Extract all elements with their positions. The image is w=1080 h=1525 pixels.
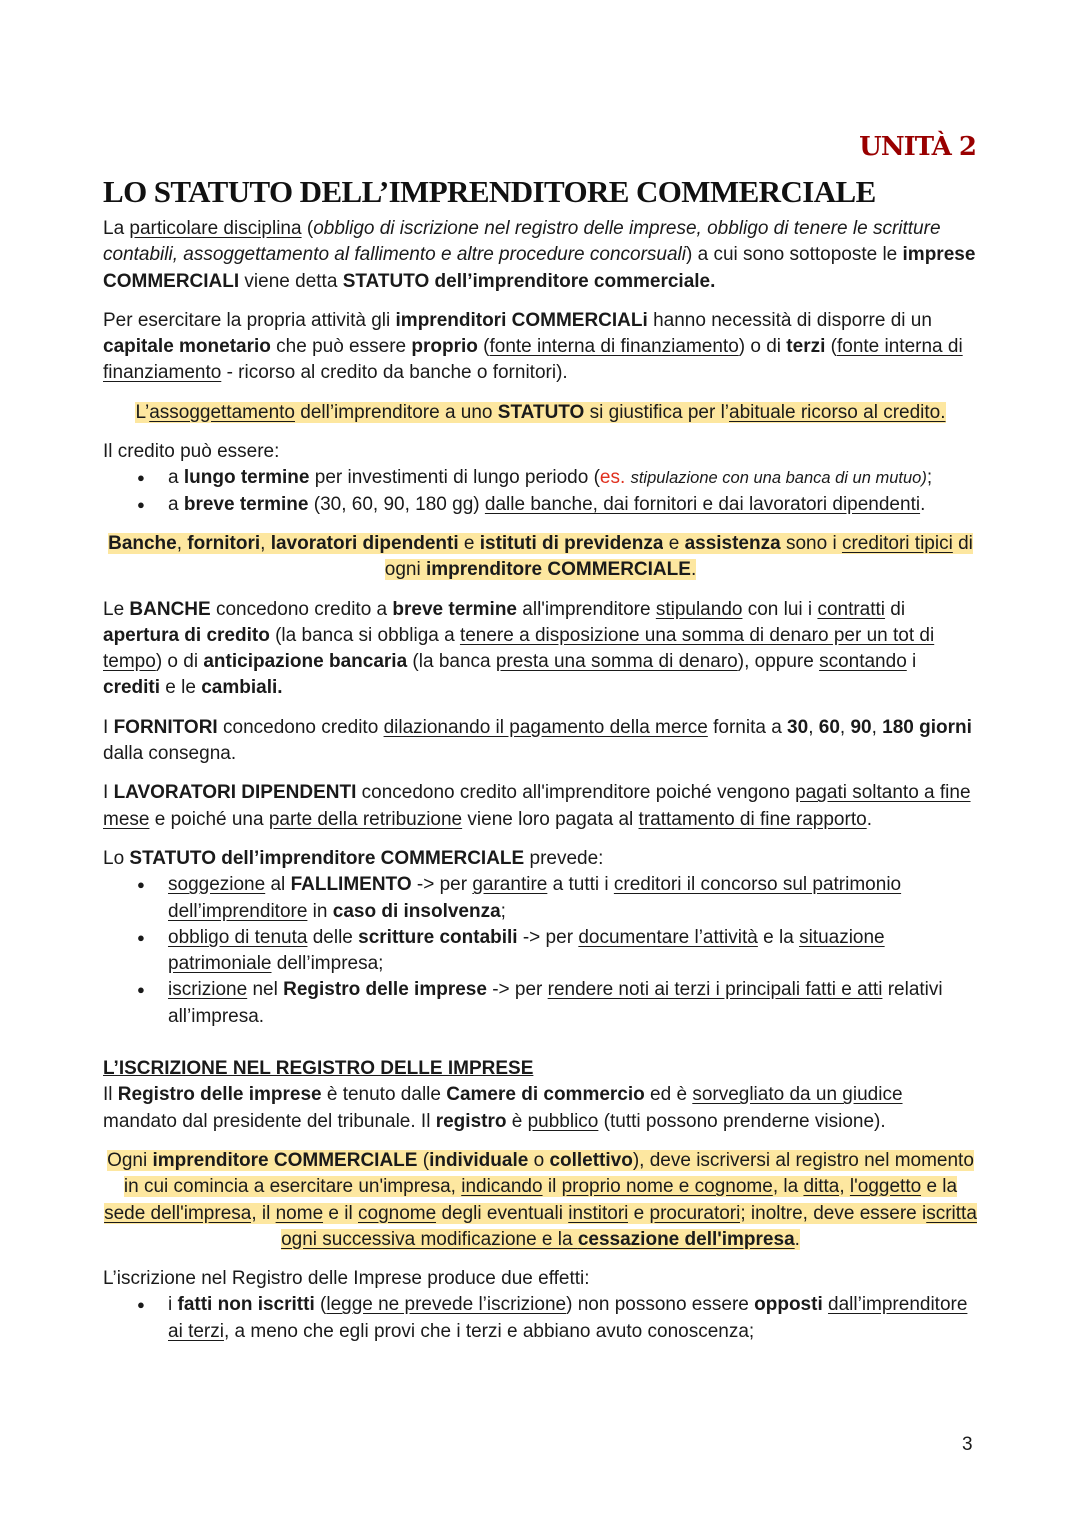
text-run: legge ne prevede l’iscrizione	[326, 1294, 567, 1316]
text-run: mandato dal presidente del tribunale. Il	[103, 1110, 436, 1132]
text-run: lungo termine	[183, 467, 310, 489]
text-run: concedono credito a	[210, 598, 393, 620]
text-run: cognome	[358, 1202, 437, 1224]
text-run: il	[542, 1176, 562, 1198]
text-run: ; inoltre, deve essere i	[740, 1202, 927, 1224]
document-body	[103, 216, 978, 1358]
text-run: Registro delle imprese	[117, 1084, 322, 1106]
text-run: collettivo	[549, 1149, 633, 1171]
text-run: L’	[135, 401, 150, 423]
text-run: relativi all’impresa.	[168, 979, 943, 1027]
text-run: istituti di previdenza	[479, 532, 664, 554]
text-run: è tenuto dalle	[321, 1084, 447, 1106]
text-run: dell’impresa;	[271, 953, 384, 975]
text-run: pagati soltanto a fine mese	[103, 782, 971, 830]
text-run: dall’imprenditore ai terzi	[168, 1294, 968, 1342]
text-run: breve termine	[183, 493, 309, 515]
text-run: (	[417, 1149, 430, 1171]
text-run: scritta ogni successiva modificazione e la	[281, 1202, 977, 1250]
text-run: dell’imprenditore a uno	[294, 401, 498, 423]
text-run: di ogni	[384, 532, 973, 581]
text-run: Camere di commercio	[446, 1084, 645, 1106]
text-run: hanno necessità di disporre di un	[647, 309, 932, 331]
text-run: fornitori	[187, 532, 261, 554]
text-run: scritture contabili	[358, 926, 518, 948]
text-run: stipulando	[655, 598, 743, 620]
text-run: proprio	[411, 336, 478, 358]
highlighted-paragraph	[103, 1148, 978, 1253]
text-run: cambiali.	[201, 677, 283, 699]
paragraph	[103, 308, 978, 387]
text-run: è	[506, 1110, 528, 1132]
text-run: La	[103, 218, 130, 239]
text-run: e poiché una	[149, 808, 269, 830]
text-run: ,	[808, 716, 819, 738]
text-run: nome	[275, 1202, 324, 1224]
text-run: .	[690, 559, 697, 581]
text-run: ) non possono essere	[566, 1294, 755, 1316]
text-run: imprenditore COMMERCIALE	[152, 1149, 418, 1171]
text-run: ;	[500, 900, 506, 922]
text-run: 60	[818, 716, 840, 738]
text-run: e	[663, 532, 685, 554]
list-item	[168, 872, 978, 925]
text-run: institori	[568, 1202, 629, 1224]
text-run: breve termine	[392, 598, 518, 620]
text-run: ) a cui sono sottoposte le	[686, 244, 903, 266]
text-run: STATUTO dell’imprenditore commerciale.	[342, 270, 716, 292]
text-run: Registro delle imprese	[283, 979, 487, 1001]
text-run: terzi	[786, 336, 826, 358]
text-run: obbligo di iscrizione nel registro delle imprese, obbligo di tenere le scritture contabili, assoggettamento al fallimento e altre procedure concorsuali	[103, 218, 941, 266]
section-heading	[103, 1056, 978, 1082]
text-run: concedono credito	[217, 716, 384, 738]
text-run: indicando	[461, 1176, 543, 1198]
text-run: ) o di	[738, 336, 787, 358]
text-run: o	[528, 1149, 550, 1171]
text-run: -> per	[411, 874, 473, 896]
text-run: rendere noti ai terzi i principali fatti e atti	[547, 979, 883, 1001]
text-run: fornita a	[707, 716, 788, 738]
list-item	[168, 977, 978, 1030]
text-run: soggezione	[168, 874, 266, 896]
text-run: abituale ricorso al credito.	[729, 401, 946, 423]
text-run: .	[794, 1228, 800, 1250]
text-run: ,	[839, 716, 851, 738]
text-run: in	[307, 900, 333, 922]
text-run: STATUTO	[497, 401, 585, 423]
text-run: , il	[251, 1202, 276, 1224]
text-run: si giustifica per l’	[584, 401, 730, 423]
text-run: dalla consegna.	[103, 743, 237, 765]
text-run: a tutti i	[547, 874, 614, 896]
list-item	[168, 492, 978, 518]
text-run: ,	[839, 1176, 850, 1198]
text-run: - ricorso al credito da banche o fornitori).	[221, 362, 568, 384]
text-run: parte della retribuzione	[268, 808, 463, 830]
text-run: Il credito può essere:	[103, 441, 280, 463]
page-number: 3	[962, 1434, 973, 1455]
text-run: prevede:	[524, 847, 604, 869]
text-run: creditori tipici	[841, 532, 953, 554]
text-run: FORNITORI	[113, 716, 218, 738]
text-run: ,	[871, 716, 883, 738]
text-run: trattamento di fine rapporto	[638, 808, 867, 830]
text-run: crediti	[103, 677, 161, 699]
text-run: capitale monetario	[103, 336, 271, 358]
text-run: I	[103, 782, 114, 804]
text-run: Ogni	[107, 1149, 153, 1171]
paragraph	[103, 439, 978, 465]
text-run: e	[628, 1202, 650, 1224]
text-run: (	[301, 218, 314, 239]
text-run: opposti	[754, 1294, 823, 1316]
text-run: al	[265, 874, 291, 896]
text-run: Lo	[103, 847, 130, 869]
text-run: (30, 60, 90, 180 gg)	[308, 493, 485, 515]
text-run: imprese COMMERCIALI	[103, 244, 976, 292]
text-run: fonte interna di finanziamento	[103, 336, 963, 384]
text-run: imprenditore COMMERCIALE	[425, 559, 691, 581]
text-run: 180	[882, 716, 914, 738]
text-run: documentare l’attività	[578, 926, 758, 948]
unit-label: UNITÀ 2	[859, 132, 976, 162]
text-run: iscrizione	[168, 979, 248, 1001]
paragraph	[103, 1082, 978, 1135]
paragraph	[103, 715, 978, 768]
text-run: scontando	[819, 651, 907, 673]
text-run: obbligo di tenuta	[168, 926, 308, 948]
text-run: , a meno che egli provi che i terzi e abbiano avuto conoscenza;	[223, 1320, 755, 1342]
paragraph	[103, 1266, 978, 1292]
text-run: (tutti possono prenderne visione).	[598, 1110, 886, 1132]
text-run: ,	[176, 532, 188, 554]
text-run: apertura di credito	[103, 624, 270, 646]
highlighted-paragraph	[103, 531, 978, 584]
text-run: FALLIMENTO	[290, 874, 412, 896]
text-run: .	[866, 808, 872, 830]
text-run: dalle banche, dai fornitori e dai lavoratori dipendenti	[484, 493, 921, 515]
text-run: e il	[323, 1202, 358, 1224]
text-run: L’iscrizione nel Registro delle Imprese produce due effetti:	[103, 1268, 590, 1290]
text-run: BANCHE	[129, 598, 211, 620]
text-run: dilazionando il pagamento della merce	[383, 716, 708, 738]
text-run: assistenza	[684, 532, 781, 554]
list-item	[168, 465, 978, 491]
text-run: e	[458, 532, 480, 554]
text-run: Il	[103, 1084, 118, 1106]
text-run: L’ISCRIZIONE NEL REGISTRO DELLE IMPRESE	[103, 1058, 534, 1080]
text-run: viene detta	[239, 270, 343, 292]
text-run: per investimenti di lungo periodo (	[309, 467, 600, 489]
text-run: I	[103, 716, 114, 738]
text-run: a	[168, 467, 184, 489]
bullet-list	[103, 465, 978, 518]
text-run: situazione patrimoniale	[168, 926, 885, 975]
text-run: registro	[435, 1110, 507, 1132]
text-run: e le	[160, 677, 202, 699]
text-run: i	[168, 1294, 178, 1316]
text-run: ), oppure	[737, 651, 820, 673]
text-run: STATUTO dell’imprenditore COMMERCIALE	[129, 847, 525, 869]
text-run: cessazione dell'impresa	[577, 1228, 795, 1250]
text-run: (	[477, 336, 490, 358]
text-run: stipulazione con una banca di un mutuo)	[630, 469, 927, 488]
text-run: ditta	[803, 1176, 840, 1198]
page-title: LO STATUTO DELL’IMPRENDITORE COMMERCIALE	[103, 174, 876, 209]
text-run: di	[885, 598, 906, 620]
text-run: pubblico	[527, 1110, 599, 1132]
text-run: fatti non iscritti	[177, 1294, 315, 1316]
text-run: ) o di	[155, 651, 204, 673]
text-run: es.	[599, 467, 626, 489]
text-run: presta una somma di denaro	[495, 651, 738, 673]
text-run: che può essere	[270, 336, 412, 358]
text-run: lavoratori dipendenti	[270, 532, 459, 554]
bullet-list	[103, 872, 978, 1030]
text-run: LAVORATORI DIPENDENTI	[113, 782, 357, 804]
text-run: ,	[260, 532, 271, 554]
text-run: fonte interna di finanziamento	[489, 336, 739, 358]
highlighted-paragraph	[103, 400, 978, 426]
paragraph	[103, 846, 978, 872]
paragraph	[103, 597, 978, 702]
text-run: garantire	[472, 874, 548, 896]
text-run: sorvegliato da un giudice	[692, 1084, 903, 1106]
paragraph	[103, 780, 978, 833]
text-run: all'imprenditore	[517, 598, 656, 620]
text-run: procuratori	[649, 1202, 741, 1224]
text-run: (	[314, 1294, 327, 1316]
text-run: proprio nome e cognome	[561, 1176, 773, 1198]
text-run: ed è	[644, 1084, 693, 1106]
text-run: .	[920, 493, 926, 515]
text-run: creditori il concorso sul patrimonio dell’imprenditore	[168, 874, 902, 922]
list-item	[168, 1292, 978, 1345]
text-run: nel	[247, 979, 284, 1001]
text-run: i	[906, 651, 917, 673]
bullet-list	[103, 1292, 978, 1345]
text-run: contratti	[817, 598, 886, 620]
text-run: Banche	[108, 532, 177, 554]
text-run: 90	[850, 716, 872, 738]
text-run: degli eventuali	[436, 1202, 569, 1224]
text-run: Per esercitare la propria attività gli	[103, 309, 396, 331]
text-run: particolare disciplina	[129, 218, 302, 239]
text-run: tenere a disposizione una somma di denaro per un tot di tempo	[103, 624, 935, 673]
text-run: ;	[926, 467, 933, 489]
text-run: imprenditori COMMERCIALi	[395, 309, 648, 331]
text-run: Le	[103, 598, 130, 620]
text-run: assoggettamento	[149, 401, 295, 423]
text-run: 30	[787, 716, 809, 738]
text-run: viene loro pagata al	[462, 808, 639, 830]
list-item	[168, 925, 978, 978]
text-run: ), deve iscriversi al registro nel momento in cui comincia a esercitare un'impresa,	[123, 1149, 974, 1198]
paragraph	[103, 216, 978, 295]
text-run: delle	[307, 926, 359, 948]
text-run: sede dell'impresa	[104, 1202, 252, 1224]
text-run: sono i	[780, 532, 842, 554]
text-run: con lui i	[742, 598, 818, 620]
text-run: -> per	[517, 926, 579, 948]
text-run: caso di insolvenza	[332, 900, 501, 922]
text-run: (la banca	[407, 651, 496, 673]
text-run: e la	[921, 1176, 958, 1198]
text-run: -> per	[486, 979, 548, 1001]
text-run: individuale	[429, 1149, 529, 1171]
text-run: , la	[772, 1176, 804, 1198]
text-run: (	[825, 336, 837, 358]
text-run: anticipazione bancaria	[203, 651, 408, 673]
text-run: (la banca si obbliga a	[269, 624, 460, 646]
text-run: giorni	[919, 716, 972, 738]
text-run: concedono credito all'imprenditore poiché vengono	[356, 782, 796, 804]
text-run: a	[168, 493, 184, 515]
text-run: e la	[757, 926, 800, 948]
text-run: l'oggetto	[849, 1176, 922, 1198]
